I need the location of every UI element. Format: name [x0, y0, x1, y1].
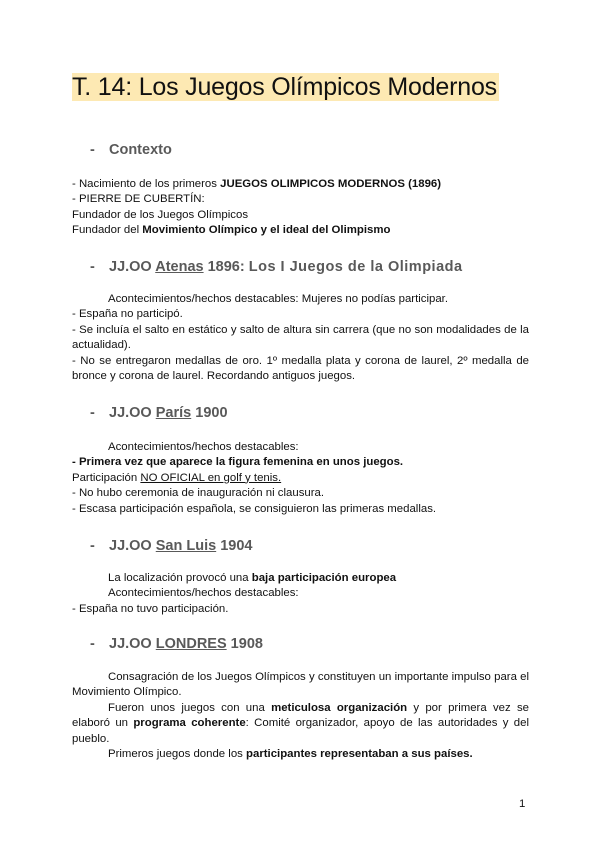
paragraph: - No se entregaron medallas de oro. 1º medalla plata y corona de laurel, 2º medalla de bronce y corona de laurel. Recordando antiguos juegos. [72, 354, 529, 383]
paragraph: Acontecimientos/hechos destacables: [108, 587, 299, 600]
heading-san-luis [90, 537, 252, 555]
heading-dash: - [90, 538, 95, 554]
heading-prefix: JJ.OO [109, 538, 156, 554]
text: Fundador del [72, 224, 143, 237]
line [72, 177, 529, 192]
heading-londres [90, 635, 263, 653]
heading-contexto [90, 141, 172, 159]
heading-city: San Luis [155, 538, 217, 554]
underlined-text: NO OFICIAL en golf y tenis. [140, 471, 282, 484]
paragraph [72, 571, 529, 586]
section-contexto-body [72, 177, 529, 239]
heading-city: Atenas [155, 259, 204, 275]
heading-dash: - [90, 405, 95, 421]
page-title [72, 72, 499, 102]
paragraph: - España no participó. [72, 308, 183, 321]
heading-prefix: JJ.OO [109, 405, 156, 421]
heading-text: Contexto [109, 142, 172, 158]
heading-paris [90, 404, 228, 422]
paragraph [72, 701, 529, 747]
heading-subtitle: Los I Juegos de la Olimpiada [248, 259, 463, 275]
heading-year: 1900 [191, 405, 228, 421]
paragraph: - Se incluía el salto en estático y salto de altura sin carrera (que no son modalidades de la actualidad). [72, 323, 529, 352]
text: Primeros juegos donde los [108, 748, 247, 761]
bold-text: baja participación europea [251, 572, 397, 584]
heading-dash: - [90, 259, 95, 275]
heading-city: LONDRES [155, 636, 227, 652]
paragraph: Acontecimientos/hechos destacables: Mujeres no podías participar. [108, 293, 449, 305]
text: y por primera vez se elaboró un [72, 701, 529, 730]
paragraph: Consagración de los Juegos Olímpicos y constituyen un importante impulso para el Movimiento Olímpico. [72, 671, 529, 699]
paragraph [72, 455, 529, 470]
heading-city: París [155, 405, 192, 421]
text: - Nacimiento de los primeros [72, 178, 221, 190]
bold-text: participantes representaban a sus países. [246, 748, 473, 761]
paragraph [72, 471, 529, 486]
heading-year: 1896: [203, 259, 249, 275]
paragraph: - España no tuvo participación. [72, 602, 229, 615]
line: - PIERRE DE CUBERTÍN: [72, 193, 205, 206]
text: : Comité organizador, apoyo de las autoridades y del pueblo. [72, 717, 529, 745]
paragraph [72, 747, 529, 762]
text: La localización provocó una [108, 572, 252, 584]
line [72, 223, 529, 238]
heading-prefix: JJ.OO [109, 636, 156, 652]
page-number: 1 [519, 798, 526, 810]
heading-dash: - [90, 142, 95, 158]
bold-text: meticulosa organización [271, 701, 408, 714]
text: Fueron unos juegos con una [108, 701, 272, 714]
paragraph: Acontecimientos/hechos destacables: [108, 441, 299, 453]
heading-prefix: JJ.OO [109, 259, 156, 275]
section-atenas-body [72, 292, 529, 384]
section-paris-body [72, 440, 529, 517]
bold-text: - Primera vez que aparece la figura femenina en unos juegos. [72, 456, 404, 469]
section-san-luis-body [72, 571, 529, 617]
section-londres-body [72, 670, 529, 762]
bold-text: programa coherente [133, 717, 246, 730]
heading-year: 1904 [216, 538, 253, 554]
line: Fundador de los Juegos Olímpicos [72, 208, 249, 221]
bold-text: Movimiento Olímpico y el ideal del Olimpismo [142, 224, 391, 237]
heading-dash: - [90, 636, 95, 652]
bold-text: JUEGOS OLIMPICOS MODERNOS (1896) [220, 178, 442, 190]
paragraph: - Escasa participación española, se consiguieron las primeras medallas. [72, 502, 437, 515]
heading-year: 1908 [226, 636, 263, 652]
text: Participación [72, 471, 141, 484]
heading-atenas [90, 258, 463, 276]
title-highlight: T. 14: Los Juegos Olímpicos Modernos [72, 73, 497, 101]
paragraph: - No hubo ceremonia de inauguración ni clausura. [72, 487, 325, 500]
